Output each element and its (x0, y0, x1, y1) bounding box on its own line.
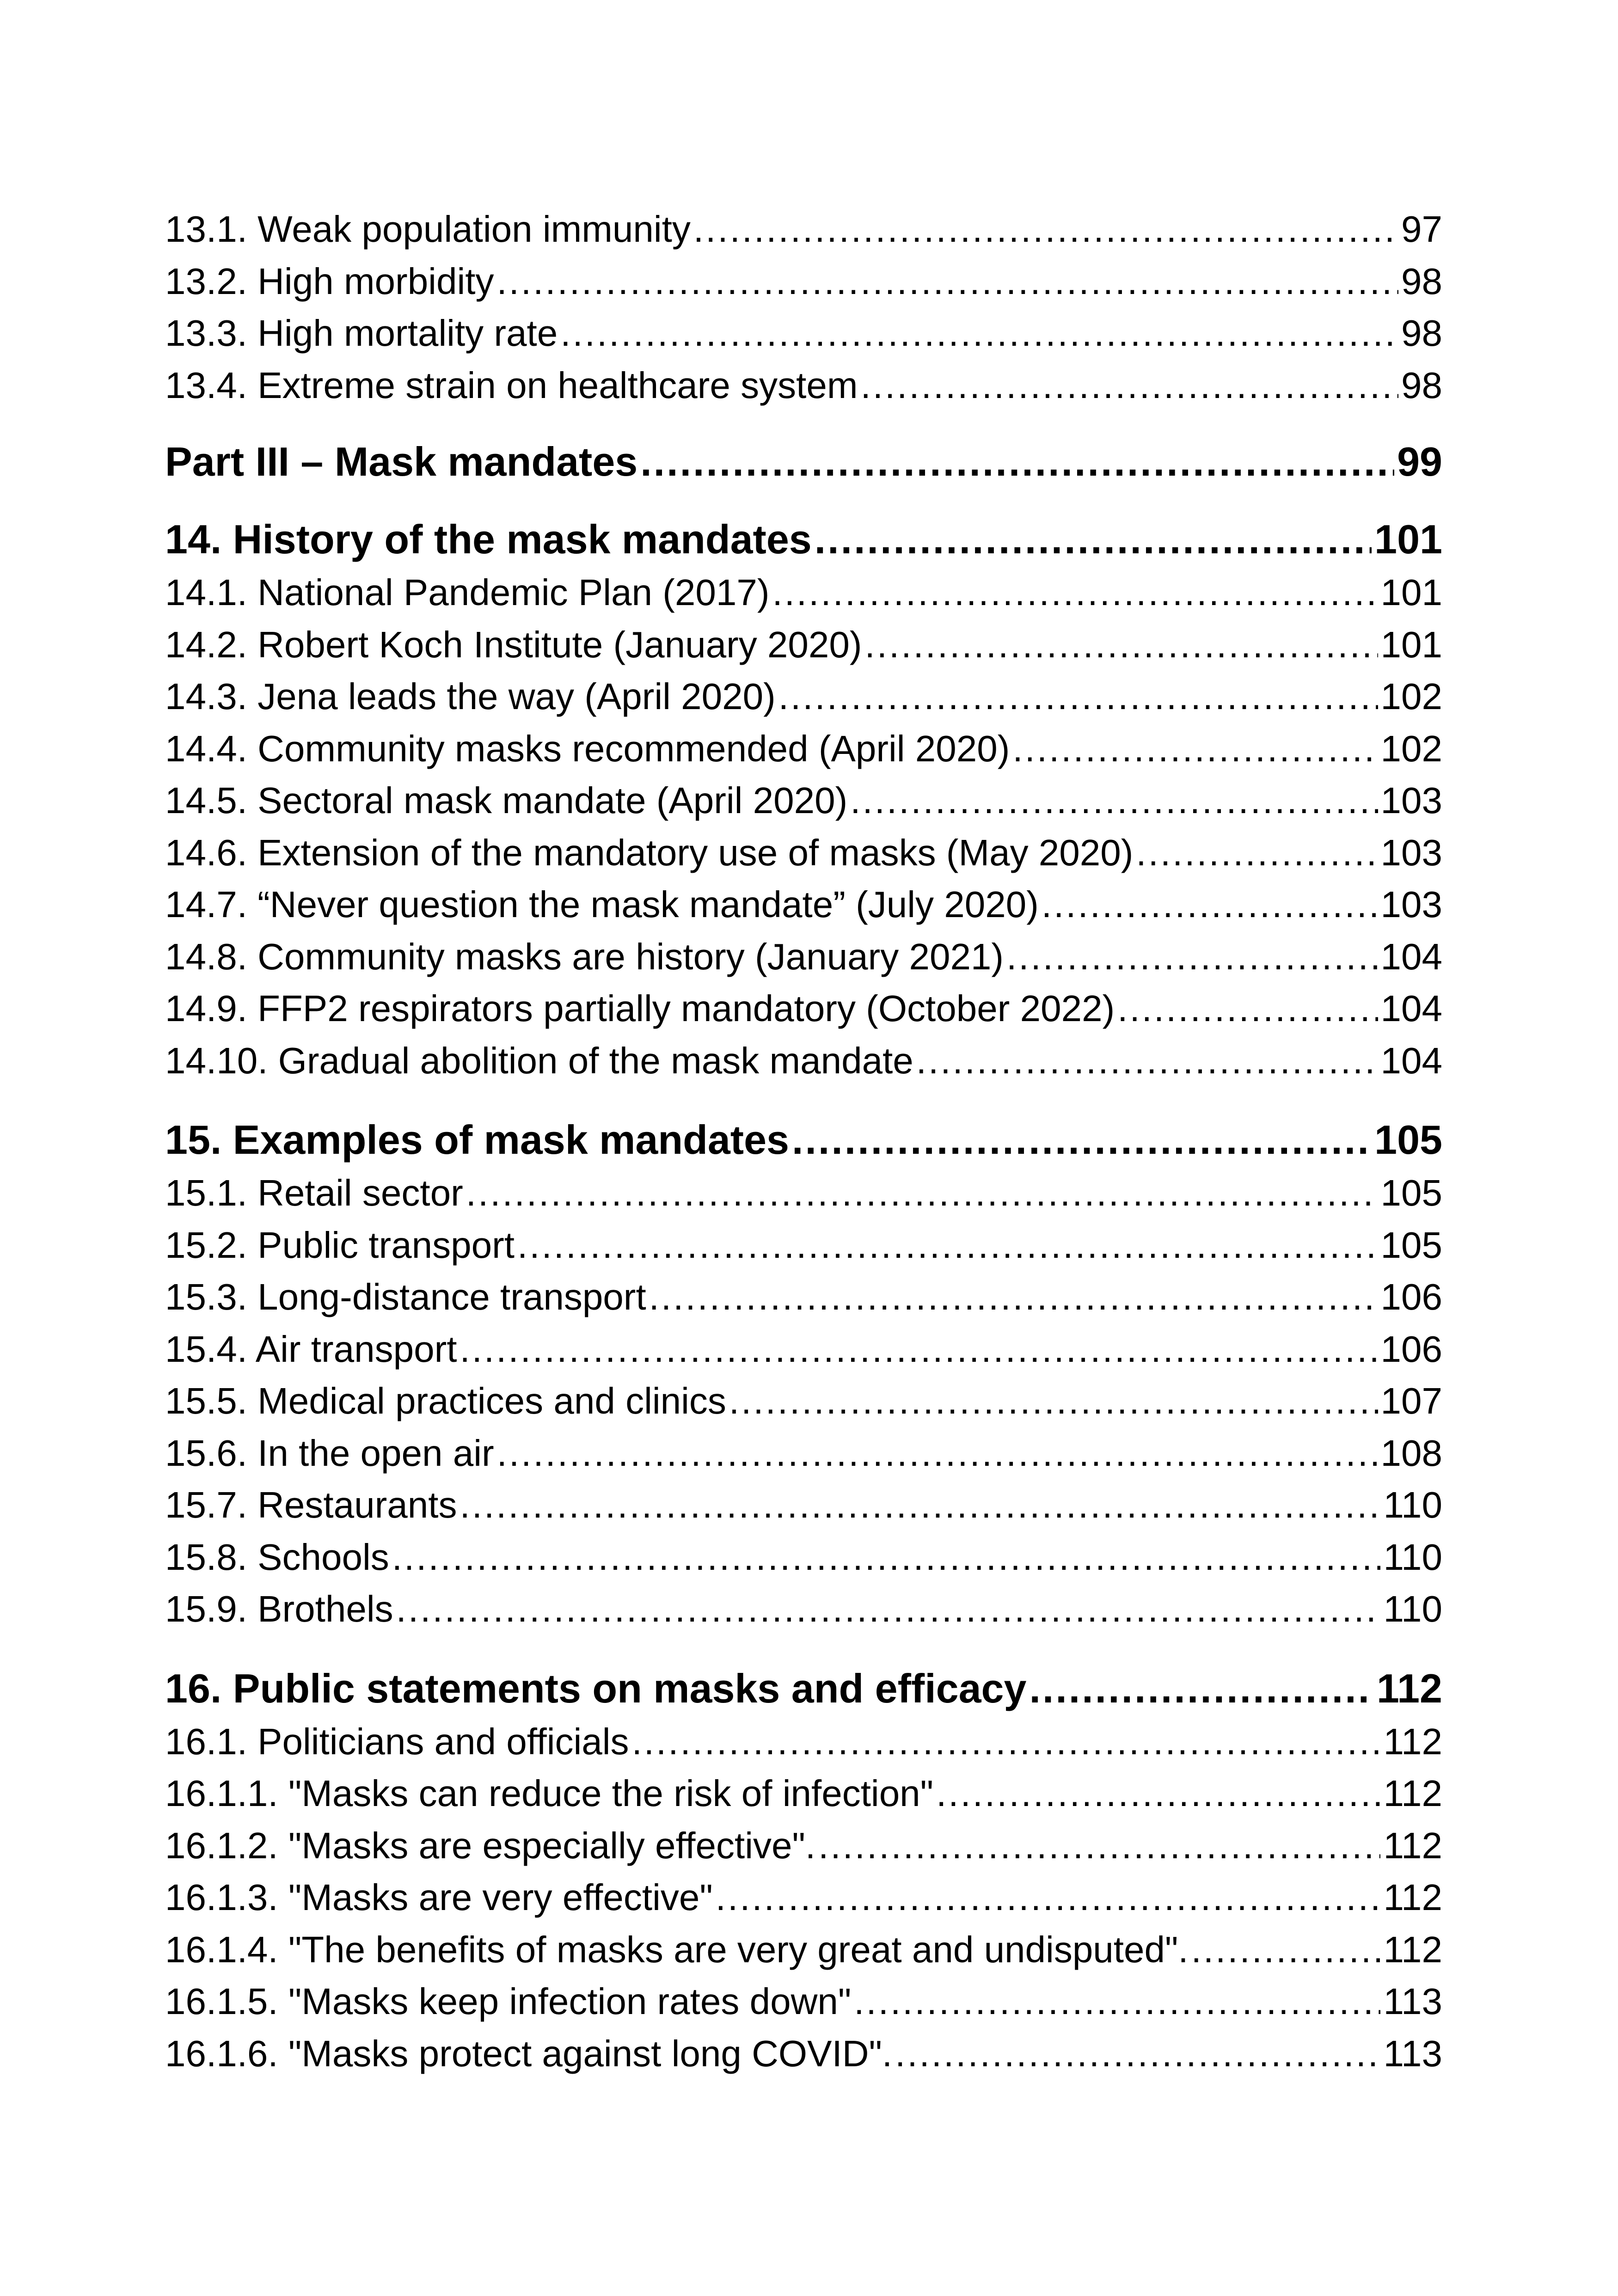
toc-entry-title: 14.5. Sectoral mask mandate (April 2020) (165, 780, 848, 821)
dot-leader (1029, 1661, 1374, 1716)
toc-entry-title: 14.6. Extension of the mandatory use of masks (May 2020) (165, 832, 1134, 873)
toc-entry-title: 15.7. Restaurants (165, 1484, 457, 1525)
toc-entry-title: Part III – Mask mandates (165, 439, 638, 484)
toc-chapter-heading[interactable] (165, 1113, 1442, 1167)
toc-entry[interactable] (165, 1872, 1442, 1924)
toc-entry-page-number: 97 (1401, 208, 1442, 250)
dot-leader (1006, 931, 1378, 983)
toc-entry[interactable] (165, 827, 1442, 879)
dot-leader (729, 1375, 1378, 1427)
toc-entry-page-number: 105 (1374, 1117, 1442, 1163)
toc-entry[interactable] (165, 1323, 1442, 1376)
toc-part-heading[interactable] (165, 435, 1442, 489)
toc-entry-title: 16.1.2. "Masks are especially effective". (165, 1825, 816, 1866)
toc-entry-page-number: 112 (1377, 1665, 1442, 1711)
toc-entry-title: 14.3. Jena leads the way (April 2020) (165, 676, 776, 717)
dot-leader (936, 1768, 1380, 1820)
toc-entry[interactable] (165, 619, 1442, 671)
toc-entry[interactable] (165, 1375, 1442, 1427)
dot-leader (850, 775, 1378, 827)
toc-entry-page-number: 112 (1383, 1929, 1442, 1970)
dot-leader (818, 1820, 1380, 1872)
dot-leader (497, 1427, 1378, 1480)
toc-entry-page-number: 101 (1380, 572, 1442, 613)
toc-entry-title: 13.4. Extreme strain on healthcare system (165, 364, 858, 406)
dot-leader (860, 360, 1398, 412)
toc-entry[interactable] (165, 1716, 1442, 1768)
toc-entry[interactable] (165, 1271, 1442, 1323)
toc-entry-page-number: 112 (1383, 1825, 1442, 1866)
dot-leader (460, 1479, 1380, 1531)
dot-leader (466, 1167, 1378, 1219)
toc-entry[interactable] (165, 1035, 1442, 1087)
toc-entry-title: 13.1. Weak population immunity (165, 208, 691, 250)
toc-entry-title: 16.1.1. "Masks can reduce the risk of infection" (165, 1773, 934, 1814)
toc-entry-page-number: 103 (1380, 884, 1442, 925)
dot-leader (895, 2028, 1380, 2080)
dot-leader (693, 203, 1398, 256)
toc-entry-page-number: 107 (1380, 1380, 1442, 1421)
toc-entry-page-number: 103 (1380, 780, 1442, 821)
toc-entry-title: 13.3. High mortality rate (165, 312, 558, 354)
toc-entry-title: 15.4. Air transport (165, 1328, 457, 1370)
toc-entry[interactable] (165, 775, 1442, 827)
toc-entry[interactable] (165, 1531, 1442, 1584)
toc-entry-page-number: 98 (1401, 364, 1442, 406)
toc-entry[interactable] (165, 567, 1442, 619)
dot-leader (496, 256, 1398, 308)
toc-entry-page-number: 104 (1380, 1040, 1442, 1081)
toc-entry-page-number: 106 (1380, 1328, 1442, 1370)
toc-entry-title: 13.2. High morbidity (165, 260, 494, 302)
table-of-contents (165, 203, 1442, 2080)
dot-leader (854, 1976, 1380, 2028)
toc-entry[interactable] (165, 723, 1442, 775)
toc-entry-title: 14.7. “Never question the mask mandate” (July 2020) (165, 884, 1039, 925)
toc-entry-page-number: 101 (1374, 516, 1442, 562)
toc-entry-page-number: 112 (1383, 1773, 1442, 1814)
dot-leader (916, 1035, 1378, 1087)
toc-entry-title: 14.4. Community masks recommended (April 2020) (165, 728, 1010, 769)
dot-leader (778, 671, 1378, 723)
toc-entry-title: 15.9. Brothels (165, 1588, 393, 1629)
toc-entry-page-number: 110 (1383, 1536, 1442, 1578)
toc-entry[interactable] (165, 307, 1442, 360)
toc-entry-page-number: 99 (1397, 439, 1442, 484)
toc-entry-page-number: 104 (1380, 988, 1442, 1029)
toc-entry-title: 16. Public statements on masks and efficacy (165, 1665, 1027, 1711)
dot-leader (460, 1323, 1378, 1376)
dot-leader (1117, 983, 1378, 1035)
toc-entry-title: 16.1.5. "Masks keep infection rates down" (165, 1981, 852, 2022)
toc-entry-title: 14.1. National Pandemic Plan (2017) (165, 572, 770, 613)
toc-entry[interactable] (165, 983, 1442, 1035)
toc-entry-page-number: 103 (1380, 832, 1442, 873)
toc-entry-title: 16.1.6. "Masks protect against long COVID". (165, 2033, 893, 2074)
toc-entry-page-number: 104 (1380, 936, 1442, 977)
toc-entry[interactable] (165, 1924, 1442, 1976)
toc-entry-page-number: 112 (1383, 1720, 1442, 1762)
toc-entry-page-number: 113 (1383, 1981, 1442, 2022)
dot-leader (560, 307, 1398, 360)
toc-entry-title: 15.6. In the open air (165, 1432, 494, 1474)
toc-entry-page-number: 105 (1380, 1224, 1442, 1266)
dot-leader (1012, 723, 1378, 775)
toc-entry-title: 16.1. Politicians and officials (165, 1720, 629, 1762)
toc-entry[interactable] (165, 1583, 1442, 1635)
toc-entry-title: 15.1. Retail sector (165, 1172, 463, 1213)
toc-entry[interactable] (165, 931, 1442, 983)
toc-entry[interactable] (165, 1768, 1442, 1820)
toc-entry-page-number: 105 (1380, 1172, 1442, 1213)
toc-entry-title: 15.3. Long-distance transport (165, 1276, 646, 1317)
toc-entry-page-number: 98 (1401, 312, 1442, 354)
toc-entry[interactable] (165, 2028, 1442, 2080)
toc-entry[interactable] (165, 1479, 1442, 1531)
toc-chapter-heading[interactable] (165, 1661, 1442, 1716)
dot-leader (1042, 879, 1378, 931)
toc-entry-title: 16.1.3. "Masks are very effective" (165, 1877, 713, 1918)
toc-entry-title: 14.8. Community masks are history (January 2021) (165, 936, 1004, 977)
toc-entry-page-number: 110 (1383, 1484, 1442, 1525)
toc-entry-title: 14.2. Robert Koch Institute (January 2020) (165, 624, 862, 665)
dot-leader (517, 1219, 1378, 1272)
toc-entry[interactable] (165, 1820, 1442, 1872)
dot-leader (716, 1872, 1381, 1924)
toc-entry[interactable] (165, 1167, 1442, 1219)
toc-chapter-heading[interactable] (165, 512, 1442, 567)
toc-entry-title: 15.5. Medical practices and clinics (165, 1380, 726, 1421)
dot-leader (772, 567, 1378, 619)
dot-leader (392, 1531, 1381, 1584)
toc-entry-title: 14.10. Gradual abolition of the mask mandate (165, 1040, 913, 1081)
dot-leader (396, 1583, 1381, 1635)
toc-entry-title: 16.1.4. "The benefits of masks are very great and undisputed". (165, 1929, 1189, 1970)
toc-entry-title: 14. History of the mask mandates (165, 516, 812, 562)
toc-entry-title: 15. Examples of mask mandates (165, 1117, 789, 1163)
dot-leader (792, 1113, 1372, 1167)
dot-leader (649, 1271, 1378, 1323)
dot-leader (1136, 827, 1378, 879)
toc-entry-title: 15.2. Public transport (165, 1224, 515, 1266)
dot-leader (865, 619, 1378, 671)
toc-entry[interactable] (165, 256, 1442, 308)
toc-entry-page-number: 106 (1380, 1276, 1442, 1317)
toc-entry-page-number: 113 (1383, 2033, 1442, 2074)
toc-entry-title: 15.8. Schools (165, 1536, 389, 1578)
toc-entry[interactable] (165, 203, 1442, 256)
dot-leader (640, 435, 1394, 489)
toc-entry-page-number: 101 (1380, 624, 1442, 665)
toc-entry[interactable] (165, 671, 1442, 723)
dot-leader (815, 512, 1372, 567)
toc-entry-page-number: 102 (1380, 728, 1442, 769)
toc-entry[interactable] (165, 360, 1442, 412)
toc-entry[interactable] (165, 879, 1442, 931)
dot-leader (1191, 1924, 1381, 1976)
toc-entry[interactable] (165, 1219, 1442, 1272)
toc-entry-page-number: 110 (1383, 1588, 1442, 1629)
toc-entry[interactable] (165, 1976, 1442, 2028)
dot-leader (632, 1716, 1381, 1768)
toc-entry[interactable] (165, 1427, 1442, 1480)
toc-entry-page-number: 98 (1401, 260, 1442, 302)
toc-entry-page-number: 112 (1383, 1877, 1442, 1918)
toc-entry-page-number: 108 (1380, 1432, 1442, 1474)
toc-entry-page-number: 102 (1380, 676, 1442, 717)
toc-entry-title: 14.9. FFP2 respirators partially mandatory (October 2022) (165, 988, 1115, 1029)
